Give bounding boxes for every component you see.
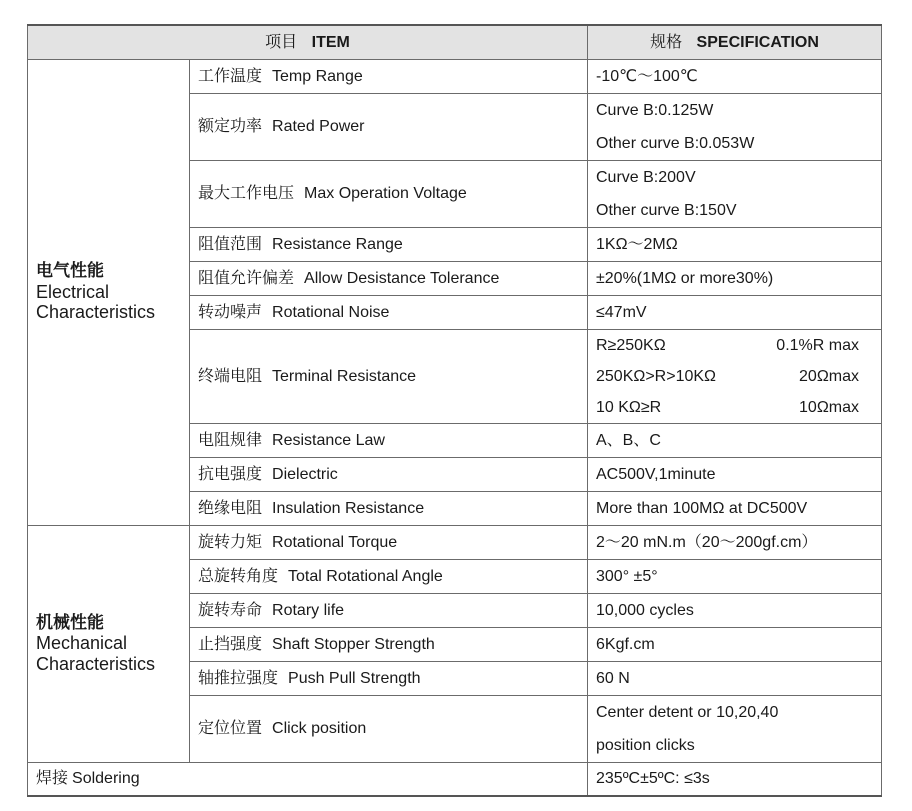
item-name-en: Resistance Law (272, 431, 385, 449)
spec-cell (588, 696, 882, 763)
item-name-en: Rotational Noise (272, 303, 390, 321)
item-name-en: Rotary life (272, 601, 345, 619)
group-label-cn: 电气性能 (36, 261, 104, 282)
spec-cell (588, 228, 882, 262)
table-header-row (28, 25, 882, 60)
table-row (28, 526, 882, 560)
item-name-en: Resistance Range (272, 235, 403, 253)
item-cell (190, 628, 588, 662)
group-label-en: Electrical (36, 281, 110, 302)
item-name-cn: 工作温度 (198, 65, 263, 85)
item-cell (190, 560, 588, 594)
item-name-cn: 总旋转角度 (198, 565, 279, 585)
table-body (28, 60, 882, 796)
group-label-cn: 机械性能 (36, 612, 104, 633)
header-spec-en: SPECIFICATION (696, 33, 819, 51)
spec-condition: 10 KΩ≥R (596, 399, 662, 416)
spec-value: ≤47mV (596, 304, 647, 321)
item-cell (190, 492, 588, 526)
header-spec-cn: 规格 (650, 31, 683, 51)
soldering-row (28, 763, 882, 796)
item-cell (190, 526, 588, 560)
item-cell (190, 662, 588, 696)
spec-value: 2～20 mN.m（20～200gf.cm） (596, 534, 818, 551)
spec-value: A、B、C (596, 432, 661, 449)
header-item-cn: 项目 (265, 31, 298, 51)
item-name-cn: 抗电强度 (198, 463, 263, 483)
item-name-cn: 旋转力矩 (198, 531, 263, 551)
soldering-label (28, 763, 588, 796)
spec-table (27, 24, 882, 797)
spec-value: 0.1%R max (776, 337, 859, 354)
item-name-en: Push Pull Strength (288, 669, 421, 687)
item-cell (190, 424, 588, 458)
item-name-cn: 轴推拉强度 (198, 667, 279, 687)
spec-value: 10Ωmax (799, 399, 859, 416)
item-name-en: Dielectric (272, 465, 338, 483)
spec-cell (588, 424, 882, 458)
spec-condition: 250KΩ>R>10KΩ (596, 368, 716, 385)
item-name-en: Rated Power (272, 118, 365, 136)
spec-condition-line (596, 392, 873, 423)
spec-value: position clicks (596, 737, 695, 754)
group-label-en: Characteristics (36, 653, 156, 674)
header-spec (588, 25, 882, 60)
item-cell (190, 60, 588, 94)
table-row (28, 60, 882, 94)
group-electrical (28, 60, 190, 526)
group-mechanical (28, 526, 190, 763)
spec-cell (588, 662, 882, 696)
item-cell (190, 696, 588, 763)
spec-value: Center detent or 10,20,40 (596, 704, 779, 721)
spec-cell (588, 161, 882, 228)
spec-value: 1KΩ～2MΩ (596, 236, 678, 253)
soldering-spec: 235ºC±5ºC: ≤3s (588, 763, 882, 796)
item-name-en: Rotational Torque (272, 533, 398, 551)
spec-cell (588, 262, 882, 296)
spec-condition-line (596, 361, 873, 392)
item-name-cn: 终端电阻 (198, 365, 263, 385)
group-label-en: Characteristics (36, 302, 156, 323)
item-cell (190, 594, 588, 628)
spec-sheet (27, 24, 881, 791)
item-cell (190, 228, 588, 262)
item-name-en: Click position (272, 720, 367, 738)
item-cell (190, 94, 588, 161)
spec-value: 20Ωmax (799, 368, 859, 385)
spec-value: Curve B:200V (596, 169, 696, 186)
spec-condition-line (596, 330, 873, 361)
item-name-en: Terminal Resistance (272, 367, 417, 385)
item-name-cn: 旋转寿命 (198, 599, 263, 619)
item-cell (190, 161, 588, 228)
item-name-cn: 止挡强度 (198, 633, 263, 653)
spec-value: 6Kgf.cm (596, 636, 655, 653)
item-name-cn: 最大工作电压 (198, 183, 295, 203)
spec-value: ±20%(1MΩ or more30%) (596, 270, 774, 287)
spec-value: Curve B:0.125W (596, 102, 714, 119)
spec-cell (588, 526, 882, 560)
soldering-label-cn: 焊接 (36, 768, 69, 788)
item-name-en: Max Operation Voltage (304, 185, 467, 203)
spec-cell (588, 492, 882, 526)
spec-condition: R≥250KΩ (596, 337, 666, 354)
item-cell (190, 330, 588, 424)
spec-cell (588, 594, 882, 628)
spec-value: 10,000 cycles (596, 602, 694, 619)
spec-value: More than 100MΩ at DC500V (596, 500, 808, 517)
spec-cell (588, 458, 882, 492)
spec-cell (588, 60, 882, 94)
item-name-cn: 阻值允许偏差 (198, 267, 295, 287)
item-name-cn: 定位位置 (198, 718, 263, 738)
item-name-cn: 额定功率 (198, 116, 263, 136)
group-label-en: Mechanical (36, 633, 128, 654)
spec-value: AC500V,1minute (596, 466, 716, 483)
item-name-en: Allow Desistance Tolerance (304, 269, 500, 287)
spec-value: 60 N (596, 670, 630, 687)
spec-cell (588, 560, 882, 594)
item-cell (190, 458, 588, 492)
header-item-en: ITEM (311, 33, 350, 51)
spec-value: Other curve B:0.053W (596, 135, 755, 152)
item-name-en: Temp Range (272, 67, 363, 85)
item-cell (190, 262, 588, 296)
spec-cell (588, 330, 882, 424)
item-cell (190, 296, 588, 330)
item-name-cn: 转动噪声 (198, 301, 263, 321)
spec-value: 300° ±5° (596, 568, 658, 585)
item-name-en: Total Rotational Angle (288, 567, 443, 585)
header-item (28, 25, 588, 60)
item-name-cn: 绝缘电阻 (198, 497, 263, 517)
item-name-cn: 电阻规律 (198, 429, 263, 449)
spec-cell (588, 94, 882, 161)
spec-cell (588, 296, 882, 330)
spec-cell (588, 628, 882, 662)
item-name-en: Insulation Resistance (272, 499, 425, 517)
item-name-cn: 阻值范围 (198, 233, 263, 253)
spec-value: -10℃～100℃ (596, 68, 698, 85)
item-name-en: Shaft Stopper Strength (272, 635, 435, 653)
soldering-label-en: Soldering (72, 770, 140, 788)
spec-value: Other curve B:150V (596, 202, 737, 219)
